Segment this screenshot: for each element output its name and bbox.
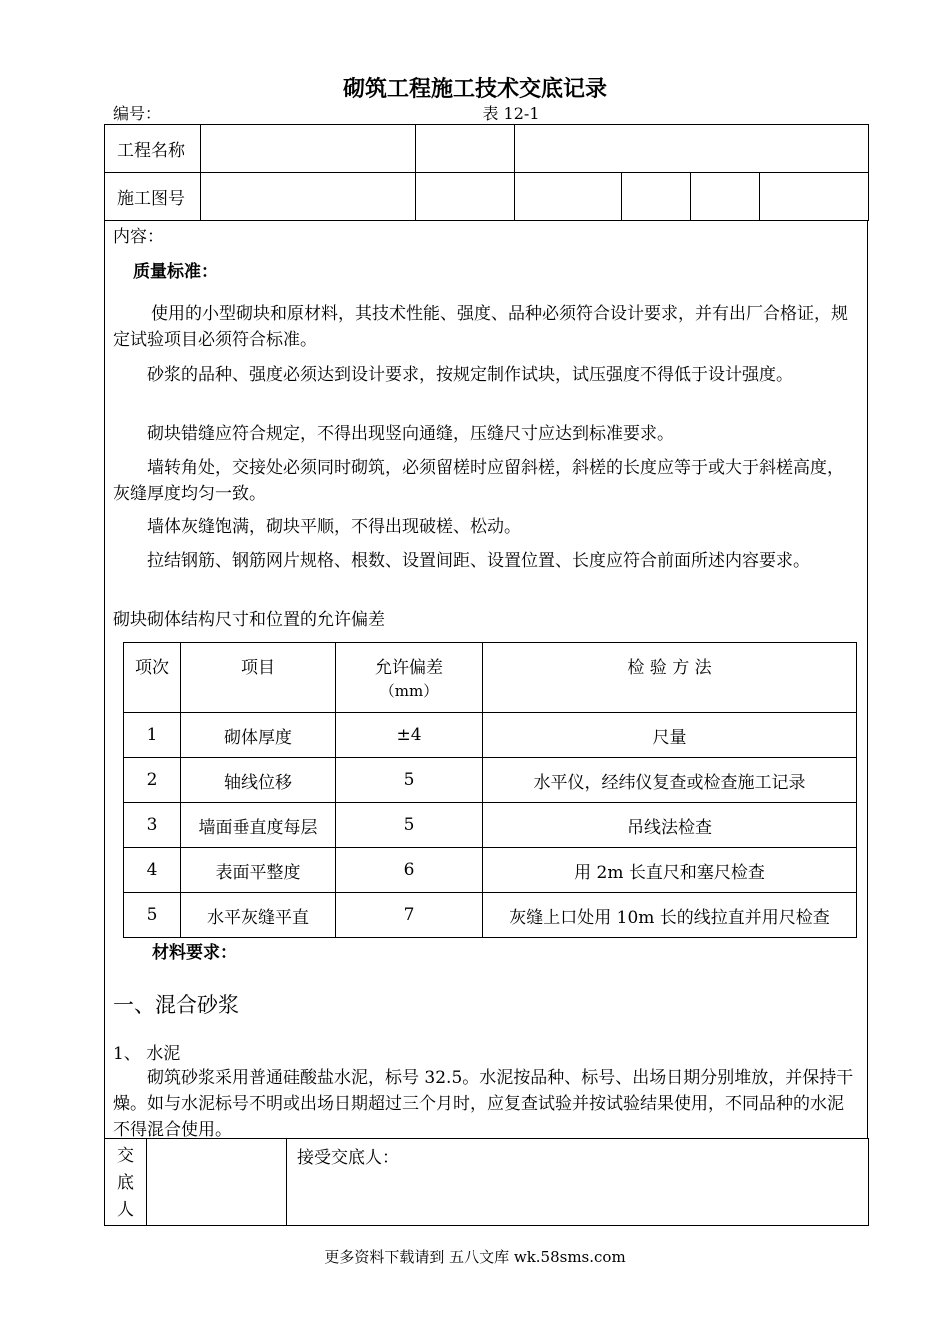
quality-heading: 质量标准： — [133, 262, 218, 282]
item-heading: 1、 水泥 — [113, 1044, 181, 1064]
cement-paragraph: 砌筑砂浆采用普通硅酸盐水泥，标号 32.5。水泥按品种、标号、出场日期分别堆放，并保持干燥。如与水泥标号不明或出场日期超过三个月时，应复查试验并按试验结果使用，不同品种的水泥不得混合使用。 — [113, 1068, 854, 1140]
row-tolerance: ±4 — [336, 713, 483, 758]
page-title: 砌筑工程施工技术交底记录 — [342, 76, 607, 102]
row-index: 2 — [124, 758, 181, 803]
row-method: 灰缝上口处用 10m 长的线拉直并用尺检查 — [483, 893, 857, 938]
header-tolerance-label: 允许偏差 — [375, 658, 443, 678]
row-method: 吊线法检查 — [483, 803, 857, 848]
row-method: 用 2m 长直尺和塞尺检查 — [483, 848, 857, 893]
section-heading: 一、混合砂浆 — [113, 993, 239, 1017]
row-item: 表面平整度 — [181, 848, 336, 893]
quality-paragraph-4: 墙转角处，交接处必须同时砌筑，必须留槎时应留斜槎，斜槎的长度应等于或大于斜槎高度，灰缝厚度均匀一致。 — [113, 458, 844, 504]
row-item: 轴线位移 — [181, 758, 336, 803]
row-tolerance: 5 — [336, 758, 483, 803]
row-tolerance: 5 — [336, 803, 483, 848]
quality-paragraph-3: 砌块错缝应符合规定，不得出现竖向通缝，压缝尺寸应达到标准要求。 — [147, 424, 674, 444]
form-number: 表 12-1 — [482, 104, 540, 123]
handover-label: 交 底 人 — [117, 1146, 134, 1220]
table-row — [124, 713, 857, 758]
project-name-cell-2[interactable] — [416, 125, 515, 173]
row-index: 4 — [124, 848, 181, 893]
row-index: 1 — [124, 713, 181, 758]
header-index: 项次 — [124, 643, 181, 713]
drawing-no-label: 施工图号 — [105, 173, 201, 221]
row-tolerance: 7 — [336, 893, 483, 938]
handover-label-cell — [105, 1139, 147, 1226]
drawing-no-value[interactable] — [201, 173, 416, 221]
row-item: 砌体厚度 — [181, 713, 336, 758]
row-item: 墙面垂直度每层 — [181, 803, 336, 848]
quality-paragraph-5: 墙体灰缝饱满，砌块平顺，不得出现破槎、松动。 — [147, 517, 521, 537]
row-index: 3 — [124, 803, 181, 848]
table-row — [124, 803, 857, 848]
quality-paragraph-1: 使用的小型砌块和原材料，其技术性能、强度、品种必须符合设计要求，并有出厂合格证，规定试验项目必须符合标准。 — [113, 304, 848, 350]
content-label: 内容： — [113, 227, 164, 247]
row-method: 水平仪，经纬仪复查或检查施工记录 — [483, 758, 857, 803]
drawing-no-cell-4[interactable] — [622, 173, 691, 221]
handover-signature-field[interactable] — [147, 1139, 287, 1226]
header-item: 项目 — [181, 643, 336, 713]
drawing-no-cell-6[interactable] — [760, 173, 869, 221]
receiver-label: 接受交底人： — [297, 1148, 399, 1168]
table-row — [124, 758, 857, 803]
row-tolerance: 6 — [336, 848, 483, 893]
tolerance-title: 砌块砌体结构尺寸和位置的允许偏差 — [113, 610, 385, 630]
row-item: 水平灰缝平直 — [181, 893, 336, 938]
table-row — [124, 893, 857, 938]
quality-paragraph-6: 拉结钢筋、钢筋网片规格、根数、设置间距、设置位置、长度应符合前面所述内容要求。 — [147, 551, 810, 571]
table-header-row — [124, 643, 857, 713]
download-note: 更多资料下载请到 五八文库 wk.58sms.com — [324, 1248, 626, 1266]
project-info-table — [104, 124, 869, 221]
row-method: 尺量 — [483, 713, 857, 758]
drawing-no-cell-2[interactable] — [416, 173, 515, 221]
drawing-no-cell-5[interactable] — [691, 173, 760, 221]
number-label: 编号： — [113, 104, 162, 123]
material-heading: 材料要求： — [152, 943, 237, 963]
drawing-no-cell-3[interactable] — [515, 173, 622, 221]
project-name-cell-3[interactable] — [515, 125, 869, 173]
row-index: 5 — [124, 893, 181, 938]
tolerance-table — [123, 642, 857, 938]
project-name-label: 工程名称 — [105, 125, 201, 173]
project-name-value[interactable] — [201, 125, 416, 173]
header-method: 检 验 方 法 — [483, 643, 857, 713]
receiver-cell[interactable] — [287, 1139, 869, 1226]
signature-table — [104, 1138, 869, 1226]
header-tolerance — [336, 643, 483, 713]
table-row — [124, 848, 857, 893]
quality-paragraph-2: 砂浆的品种、强度必须达到设计要求，按规定制作试块，试压强度不得低于设计强度。 — [147, 365, 793, 385]
header-tolerance-unit: （mm） — [379, 682, 439, 700]
